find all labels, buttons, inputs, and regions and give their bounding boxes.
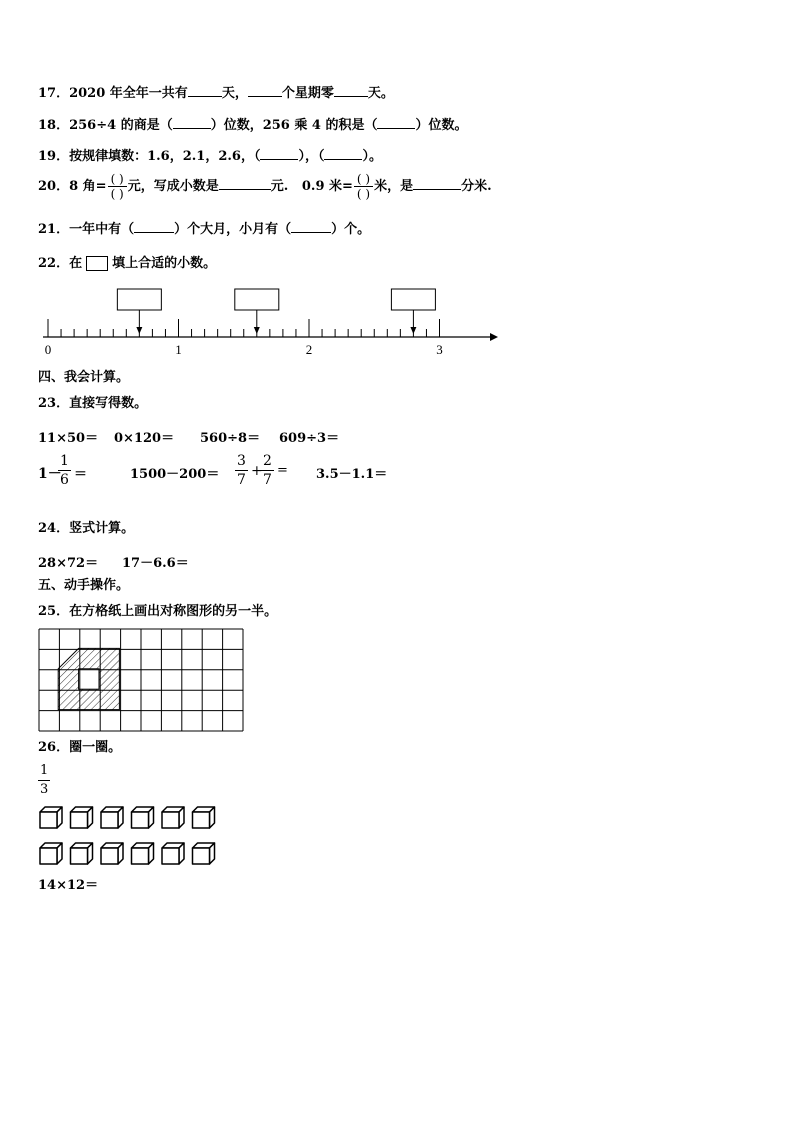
question-20: 20．8 角= $\frac{( )}{( )}$ 元，写成小数是 元. 0.9 米= $\frac{( )}{( )}$ 米，是 分米.	[38, 172, 492, 201]
cube-icon	[132, 807, 154, 828]
cube-icon	[162, 843, 184, 864]
calc-item: 609÷3＝	[279, 431, 340, 446]
fraction-blank[interactable]: $\frac{( )}{( )}$	[108, 172, 127, 201]
answer-box[interactable]	[117, 289, 161, 310]
cube-icon	[71, 807, 93, 828]
pointer-arrow-icon	[254, 327, 260, 334]
number-line	[38, 285, 508, 360]
section-4-heading: 四、我会计算。	[38, 370, 130, 385]
answer-blank[interactable]	[173, 116, 211, 129]
calc-item: 14×12＝	[38, 878, 99, 893]
tick-label: 0	[44, 342, 52, 357]
answer-box[interactable]	[391, 289, 435, 310]
calc-item: 3.5－1.1＝	[316, 467, 388, 482]
question-24-title: 24．竖式计算。	[38, 521, 135, 536]
calc-item: 0×120＝	[114, 431, 175, 446]
tick-label: 1	[175, 342, 182, 357]
question-22: 22．在 填上合适的小数。	[38, 256, 217, 271]
cube-icon	[162, 807, 184, 828]
pointer-arrow-icon	[136, 327, 142, 334]
hatched-shape	[58, 648, 119, 709]
question-19: 19．按规律填数：1.6，2.1，2.6，（ ），（ ）。	[38, 149, 382, 164]
section-5-heading: 五、动手操作。	[38, 578, 130, 593]
answer-blank[interactable]	[134, 220, 174, 233]
cube-group[interactable]	[38, 805, 238, 867]
fraction: 1 6	[60, 453, 69, 488]
question-26-title: 26．圈一圈。	[38, 740, 122, 755]
answer-blank[interactable]	[413, 177, 461, 190]
cube-icon	[101, 843, 123, 864]
question-18: 18．256÷4 的商是（ ）位数，256 乘 4 的积是（ ）位数。	[38, 118, 468, 133]
cube-icon	[132, 843, 154, 864]
question-25-title: 25．在方格纸上画出对称图形的另一半。	[38, 604, 278, 619]
fraction: 1 3	[40, 763, 49, 797]
calc-item: 28×72＝	[38, 556, 99, 571]
arrow-head-icon	[490, 333, 498, 341]
pointer-arrow-icon	[410, 327, 416, 334]
question-23-title: 23．直接写得数。	[38, 396, 148, 411]
tick-label: 2	[305, 342, 313, 357]
q-number: 17．	[38, 86, 70, 101]
answer-blank[interactable]	[291, 220, 331, 233]
question-17: 17．2020 年全年一共有 天， 个星期零 天。	[38, 86, 394, 101]
cube-icon	[40, 843, 62, 864]
tick-label: 3	[436, 342, 443, 357]
calc-item: 1500－200＝	[130, 467, 220, 482]
grid-paper[interactable]	[38, 628, 244, 732]
answer-blank[interactable]	[188, 84, 222, 97]
answer-blank[interactable]	[219, 177, 271, 190]
calc-item: 1－	[38, 466, 62, 482]
answer-blank[interactable]	[324, 147, 362, 160]
calc-item: 17－6.6＝	[122, 556, 189, 571]
answer-blank[interactable]	[248, 84, 282, 97]
cube-icon	[193, 807, 215, 828]
answer-blank[interactable]	[377, 116, 415, 129]
answer-blank[interactable]	[260, 147, 298, 160]
calc-item: 560÷8＝	[200, 431, 261, 446]
cube-icon	[71, 843, 93, 864]
fraction: 3 7	[237, 453, 246, 488]
answer-box[interactable]	[235, 289, 279, 310]
cube-icon	[40, 807, 62, 828]
cube-icon	[193, 843, 215, 864]
cube-icon	[101, 807, 123, 828]
answer-blank[interactable]	[334, 84, 368, 97]
fraction: 2 7	[263, 453, 272, 488]
question-21: 21．一年中有（ ）个大月，小月有（ ）个。	[38, 222, 371, 237]
fraction-blank[interactable]: $\frac{( )}{( )}$	[354, 172, 373, 201]
box-icon	[86, 256, 108, 271]
calc-item: 11×50＝	[38, 431, 99, 446]
